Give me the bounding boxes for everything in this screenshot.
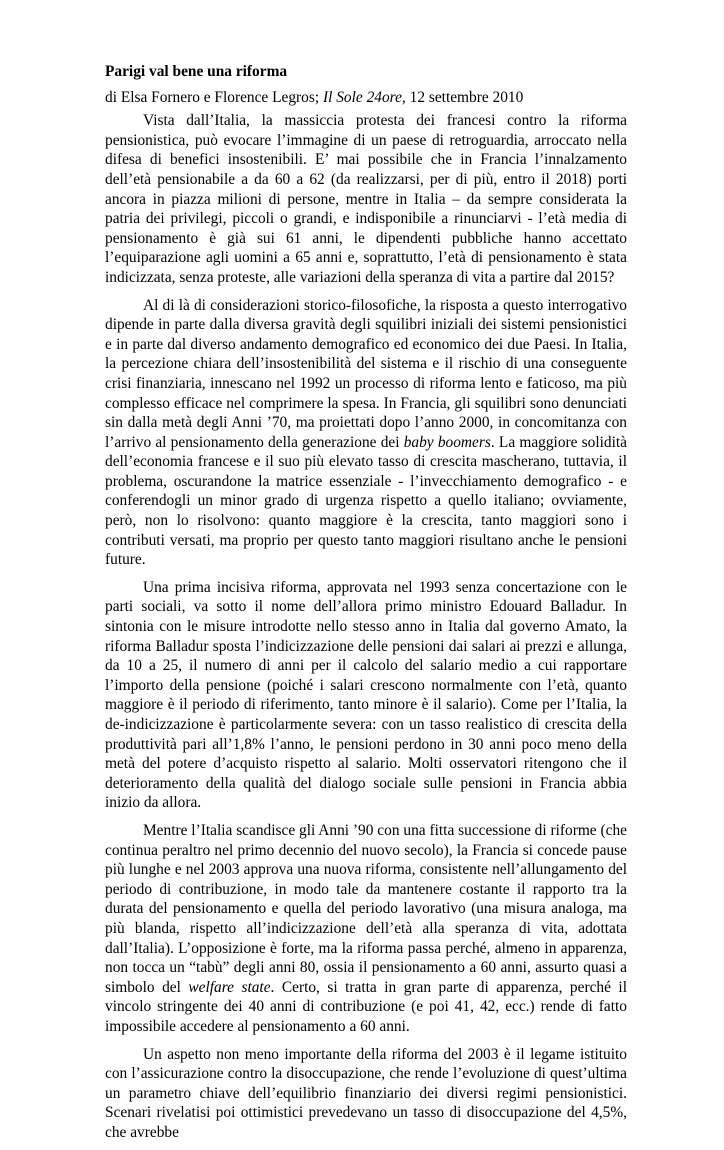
paragraph-5: Un aspetto non meno importante della riforma del 2003 è il legame istituito con l’assicurazione contro la disoccupazione, che rende l’evoluzione di quest’ultima un parametro chiave dell’equilibrio finanziario dei diversi regimi pensionistici. Scenari rivelatisi poi ottimistici prevedevano un tasso di disoccupazione del 4,5%, che avrebbe xyxy=(105,1045,627,1141)
paragraph-4-text-b: . Certo, si tratta in gran parte di apparenza, perché il vincolo stringente dei 40 anni di contribuzione (e poi 41, 42, ecc.) rende di fatto impossibile accedere al pensionamento a 60 anni. xyxy=(105,978,627,1035)
paragraph-4-italic: welfare state xyxy=(188,978,271,996)
byline-authors: di Elsa Fornero e Florence Legros; xyxy=(105,88,323,106)
document-page xyxy=(105,62,627,1150)
paragraph-3: Una prima incisiva riforma, approvata nel 1993 senza concertazione con le parti sociali, va sotto il nome dell’allora primo ministro Edouard Balladur. In sintonia con le misure introdotte nello stesso anno in Italia dal governo Amato, la riforma Balladur sposta l’indicizzazione delle pensioni dai salari ai prezzi e allunga, da 10 a 25, il numero di anni per il calcolo del salario medio a cui rapportare l’importo della pensione (poiché i salari crescono normalmente con l’età, quanto maggiore è il periodo di riferimento, tanto minore è il salario). Come per l’Italia, la de-indicizzazione è particolarmente severa: con un tasso realistico di crescita della produttività pari all’1,8% l’anno, le pensioni perdono in 30 anni poco meno della metà del potere d’acquisto rispetto al salario. Molti osservatori ritengono che il deterioramento della qualità del dialogo sociale sulle pensioni in Francia abbia inizio da allora. xyxy=(105,578,627,812)
paragraph-2-italic: baby boomers xyxy=(403,433,491,451)
paragraph-2-text-b: . La maggiore solidità dell’economia francese e il suo più elevato tasso di crescita mascherano, tuttavia, il problema, oscurandone la matrice essenziale - l’invecchiamento demografico - e conferendogli un minor grado di urgenza rispetto a quello italiano; ovviamente, però, non lo risolvono: quanto maggiore è la crescita, tanto maggiori sono i contributi versati, ma proprio per questo tanto maggiori risultano anche le pensioni future. xyxy=(105,433,627,569)
byline-date: , 12 settembre 2010 xyxy=(401,88,524,106)
paragraph-2-text-a: Al di là di considerazioni storico-filosofiche, la risposta a questo interrogativo dipende in parte dalla diversa gravità degli squilibri iniziali dei sistemi pensionistici e in parte dal diverso andamento demografico ed economico dei due Paesi. In Italia, la percezione chiara dell’insostenibilità del sistema e il rischio di una conseguente crisi finanziaria, innescano nel 1992 un processo di riforma lento e faticoso, ma più complesso efficace nel comprimere la spesa. In Francia, gli squilibri sono denunciati sin dalla metà degli Anni ’70, ma proiettati dopo l’anno 2000, in concomitanza con l’arrivo al pensionamento della generazione dei xyxy=(105,296,627,451)
paragraph-4-text-a: Mentre l’Italia scandisce gli Anni ’90 con una fitta successione di riforme (che continua peraltro nel primo decennio del nuovo secolo), la Francia si concede pause più lunghe e nel 2003 approva una nuova riforma, consistente nell’allungamento del periodo di contribuzione, in modo tale da mantenere costante il rapporto tra la durata del pensionamento e quella del periodo lavorativo (una misura analoga, ma più blanda, rispetto all’indicizzazione dell’età alla speranza di vita, adottata dall’Italia). L’opposizione è forte, ma la riforma passa perché, almeno in apparenza, non tocca un “tabù” degli anni 80, ossia il pensionamento a 60 anni, assurto quasi a simbolo del xyxy=(105,821,627,996)
article-title: Parigi val bene una riforma xyxy=(105,63,288,80)
paragraph-2 xyxy=(105,296,627,570)
article-byline xyxy=(105,88,627,108)
paragraph-4 xyxy=(105,821,627,1037)
byline-source: Il Sole 24ore xyxy=(322,88,402,106)
paragraph-1: Vista dall’Italia, la massiccia protesta dei francesi contro la riforma pensionistica, può evocare l’immagine di un paese di retroguardia, arroccato nella difesa di benefici insostenibili. E’ mai possibile che in Francia l’innalzamento dell’età pensionabile a da 60 a 62 (da realizzarsi, per di più, entro il 2018) porti ancora in piazza milioni di persone, mentre in Italia – da sempre considerata la patria dei privilegi, piccoli o grandi, e indisponibile a rinunciarvi - l’età media di pensionamento è già sui 61 anni, le dipendenti pubbliche hanno accettato l’equiparazione agli uomini a 65 anni e, soprattutto, l’età di pensionamento è stata indicizzata, senza proteste, alle variazioni della speranza di vita a partire dal 2015? xyxy=(105,112,627,286)
